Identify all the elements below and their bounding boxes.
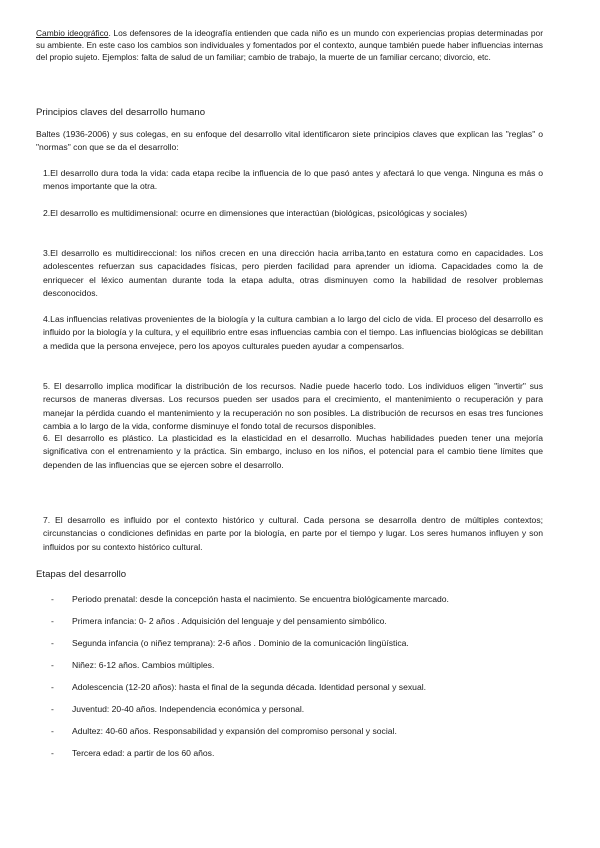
list-item [0, 594, 600, 608]
principle-3: 3.El desarrollo es multidireccional: los niños crecen en una dirección hacia arriba,tanto en estatura como en capacidades. Los adolescentes refuerzan sus capacidades físicas, pero pierden facilidad para aprender un idioma. Capacidades como la de enriquecer el léxico aumentan durante toda la etapa adulta, otras disminuyen como la habilidad de resolver problemas desconocidos. [43, 248, 543, 298]
stage-text: Periodo prenatal: desde la concepción hasta el nacimiento. Se encuentra biológicamente marcado. [72, 594, 449, 604]
intro-paragraph [36, 27, 543, 64]
principle-7: 7. El desarrollo es influido por el contexto histórico y cultural. Cada persona se desarrolla dentro de múltiples contextos; circunstancias o condiciones definidas en parte por la biología, en parte por el tiempo y lugar. Los seres humanos influyen y son influidos por su contexto histórico cultural. [43, 515, 543, 552]
stage-text: Adolescencia (12-20 años): hasta el final de la segunda década. Identidad personal y sexual. [72, 682, 427, 692]
bullet-dash: - [51, 748, 54, 758]
stage-text: Juventud: 20-40 años. Independencia económica y personal. [72, 704, 305, 714]
stage-text: Adultez: 40-60 años. Responsabilidad y expansión del compromiso personal y social. [72, 726, 397, 736]
bullet-dash: - [51, 594, 54, 604]
principle-4: 4.Las influencias relativas provenientes de la biología y la cultura cambian a lo largo del ciclo de vida. El proceso del desarrollo es influido por la biología y la cultura, y el equilibrio entre esas influencias cambia con el tiempo. Las influencias biológicas se debilitan a medida que la persona envejece, pero los apoyos culturales pueden ayudar a compensarlos. [43, 314, 543, 351]
principle-2: 2.El desarrollo es multidimensional: ocurre en dimensiones que interactúan (biológicas, psicológicas y sociales) [43, 208, 468, 218]
principle-5: 5. El desarrollo implica modificar la distribución de los recursos. Nadie puede hacerlo todo. Los individuos eligen "invertir" sus recursos de maneras diversas. Los recursos pueden ser usados para el crecimiento, el mantenimiento o recuperación y para manejar la pérdida cuando el mantenimiento y la recuperación no son posibles. La distribución de recursos en esas tres funciones cambia a lo largo de la vida, conforme disminuye el fondo total de recursos disponibles. [43, 381, 543, 431]
stage-text: Tercera edad: a partir de los 60 años. [72, 748, 215, 758]
stage-text: Segunda infancia (o niñez temprana): 2-6 años . Dominio de la comunicación lingüística. [72, 638, 409, 648]
list-item [0, 682, 600, 696]
principles-heading: Principios claves del desarrollo humano [36, 107, 206, 118]
stages-heading: Etapas del desarrollo [36, 569, 127, 580]
intro-term: Cambio ideográfico [36, 28, 109, 38]
intro-text: . Los defensores de la ideografía entienden que cada niño es un mundo con experiencias propias determinadas por su ambiente. En este caso los cambios son individuales y fomentados por el contexto, aunque también puede haber influencias internas del propio sujeto. Ejemplos: falta de salud de un familiar; cambio de trabajo, la muerte de un familiar cercano; divorcio, etc. [36, 28, 543, 63]
list-item [0, 638, 600, 652]
bullet-dash: - [51, 682, 54, 692]
principle-6: 6. El desarrollo es plástico. La plasticidad es la elasticidad en el desarrollo. Muchas habilidades pueden tener una mejoría significativa con el entrenamiento y la práctica. Sin embargo, incluso en los niños, el potencial para el cambio tiene límites que dependen de las influencias que se ejercen sobre el desarrollo. [43, 433, 543, 470]
bullet-dash: - [51, 660, 54, 670]
stage-text: Primera infancia: 0- 2 años . Adquisición del lenguaje y del pensamiento simbólico. [72, 616, 387, 626]
stage-text: Niñez: 6-12 años. Cambios múltiples. [72, 660, 215, 670]
list-item [0, 748, 600, 762]
bullet-dash: - [51, 704, 54, 714]
list-item [0, 704, 600, 718]
list-item [0, 726, 600, 740]
list-item [0, 616, 600, 630]
bullet-dash: - [51, 726, 54, 736]
list-item [0, 660, 600, 674]
bullet-dash: - [51, 638, 54, 648]
principles-lead: Baltes (1936-2006) y sus colegas, en su enfoque del desarrollo vital identificaron siete principios claves que explican las "reglas" o "normas" con que se da el desarrollo: [36, 129, 543, 153]
bullet-dash: - [51, 616, 54, 626]
principle-1: 1.El desarrollo dura toda la vida: cada etapa recibe la influencia de lo que pasó antes y afectará lo que venga. Ninguna es más o menos importante que la otra. [43, 168, 543, 192]
